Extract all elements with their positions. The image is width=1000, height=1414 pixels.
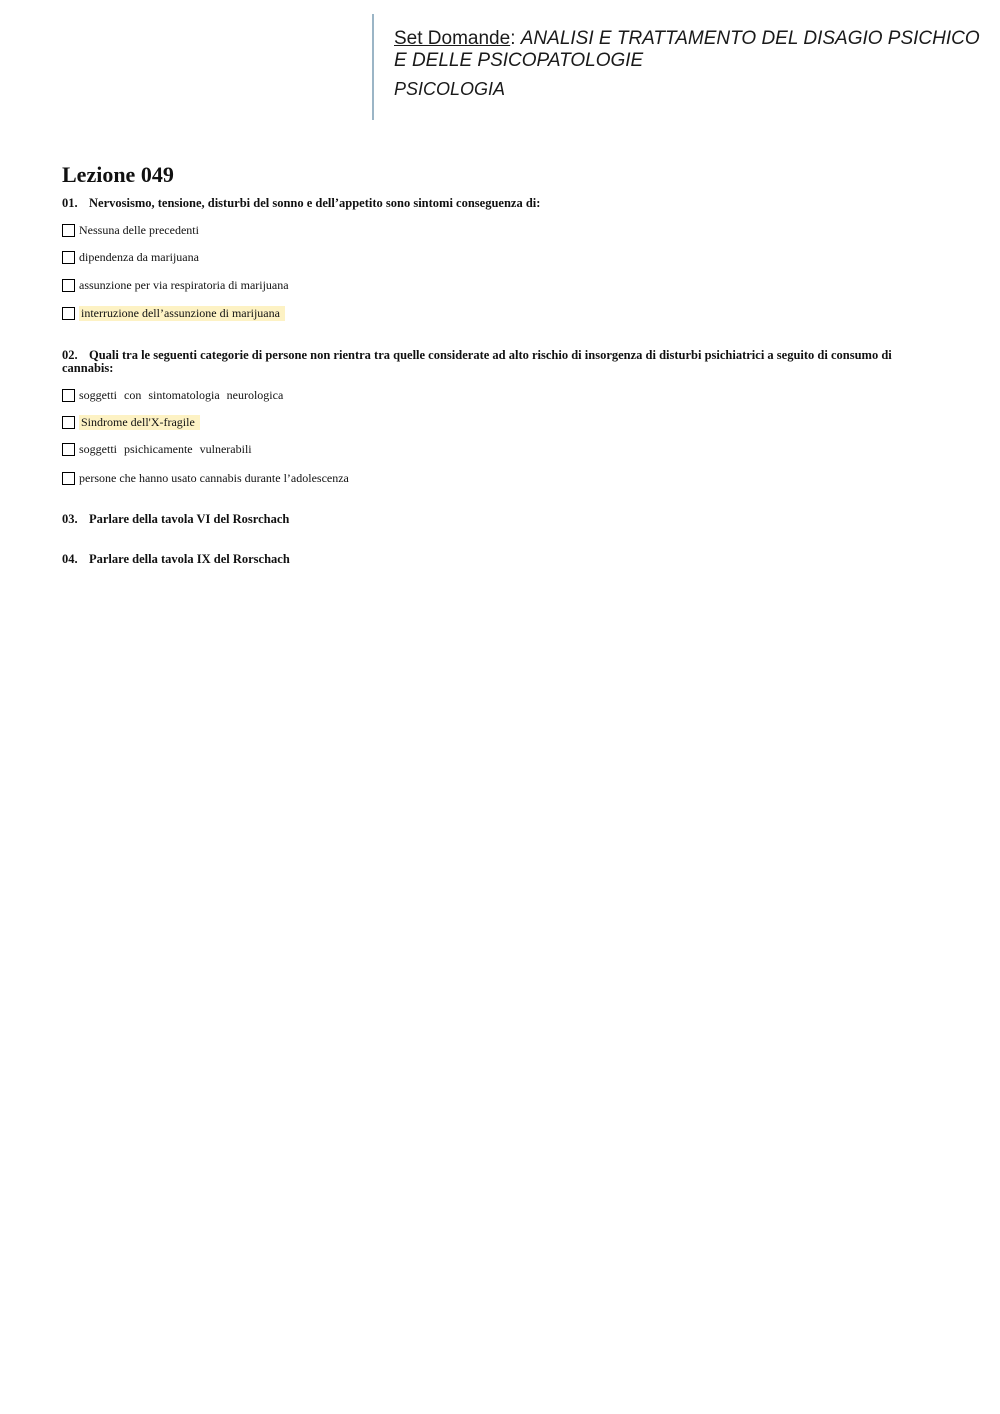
set-heading (394, 28, 994, 72)
question-3 (62, 513, 922, 526)
answer-text: soggetti psichicamente vulnerabili (79, 441, 252, 456)
answer-text: assunzione per via respiratoria di marijuana (79, 277, 289, 292)
question-4 (62, 553, 922, 566)
answer-text: interruzione dell’assunzione di marijuana (79, 306, 285, 321)
answer-option[interactable] (62, 441, 252, 457)
question-2 (62, 349, 922, 375)
answer-option[interactable] (62, 277, 289, 293)
question-text: Quali tra le seguenti categorie di persone non rientra tra quelle considerate ad alto rischio di insorgenza di disturbi psichiatrici a seguito di consumo di cannabis: (62, 348, 892, 375)
answer-checkbox[interactable] (62, 224, 75, 237)
answer-option-highlighted[interactable] (62, 305, 285, 321)
answer-checkbox[interactable] (62, 389, 75, 402)
answer-option[interactable] (62, 249, 199, 265)
question-text: Parlare della tavola IX del Rorschach (89, 552, 290, 566)
answer-text: persone che hanno usato cannabis durante l’adolescenza (79, 470, 349, 485)
answer-option[interactable] (62, 222, 199, 238)
answer-checkbox[interactable] (62, 443, 75, 456)
answer-checkbox[interactable] (62, 251, 75, 264)
answer-checkbox[interactable] (62, 307, 75, 320)
subject-name: PSICOLOGIA (394, 79, 506, 99)
set-label: Set Domande (394, 28, 511, 49)
question-number: 02. (62, 348, 78, 362)
question-text: Nervosismo, tensione, disturbi del sonno e dell’appetito sono sintomi conseguenza di: (89, 196, 541, 210)
answer-option[interactable] (62, 470, 349, 486)
answer-text: Nessuna delle precedenti (79, 222, 199, 237)
answer-checkbox[interactable] (62, 472, 75, 485)
lesson-title: Lezione 049 (62, 162, 174, 187)
document-header (372, 14, 994, 120)
question-number: 01. (62, 196, 78, 210)
question-number: 04. (62, 552, 78, 566)
answer-option[interactable] (62, 387, 283, 403)
set-title: ANALISI E TRATTAMENTO DEL DISAGIO PSICHICO E DELLE PSICOPATOLOGIE (394, 28, 980, 71)
answer-checkbox[interactable] (62, 279, 75, 292)
answer-text: soggetti con sintomatologia neurologica (79, 387, 284, 402)
question-1 (62, 197, 922, 210)
answer-text: dipendenza da marijuana (79, 249, 199, 264)
set-separator: : (510, 28, 521, 49)
answer-checkbox[interactable] (62, 416, 75, 429)
question-number: 03. (62, 512, 78, 526)
answer-option-highlighted[interactable] (62, 414, 200, 430)
answer-text: Sindrome dell'X-fragile (79, 415, 200, 430)
question-text: Parlare della tavola VI del Rosrchach (89, 512, 290, 526)
